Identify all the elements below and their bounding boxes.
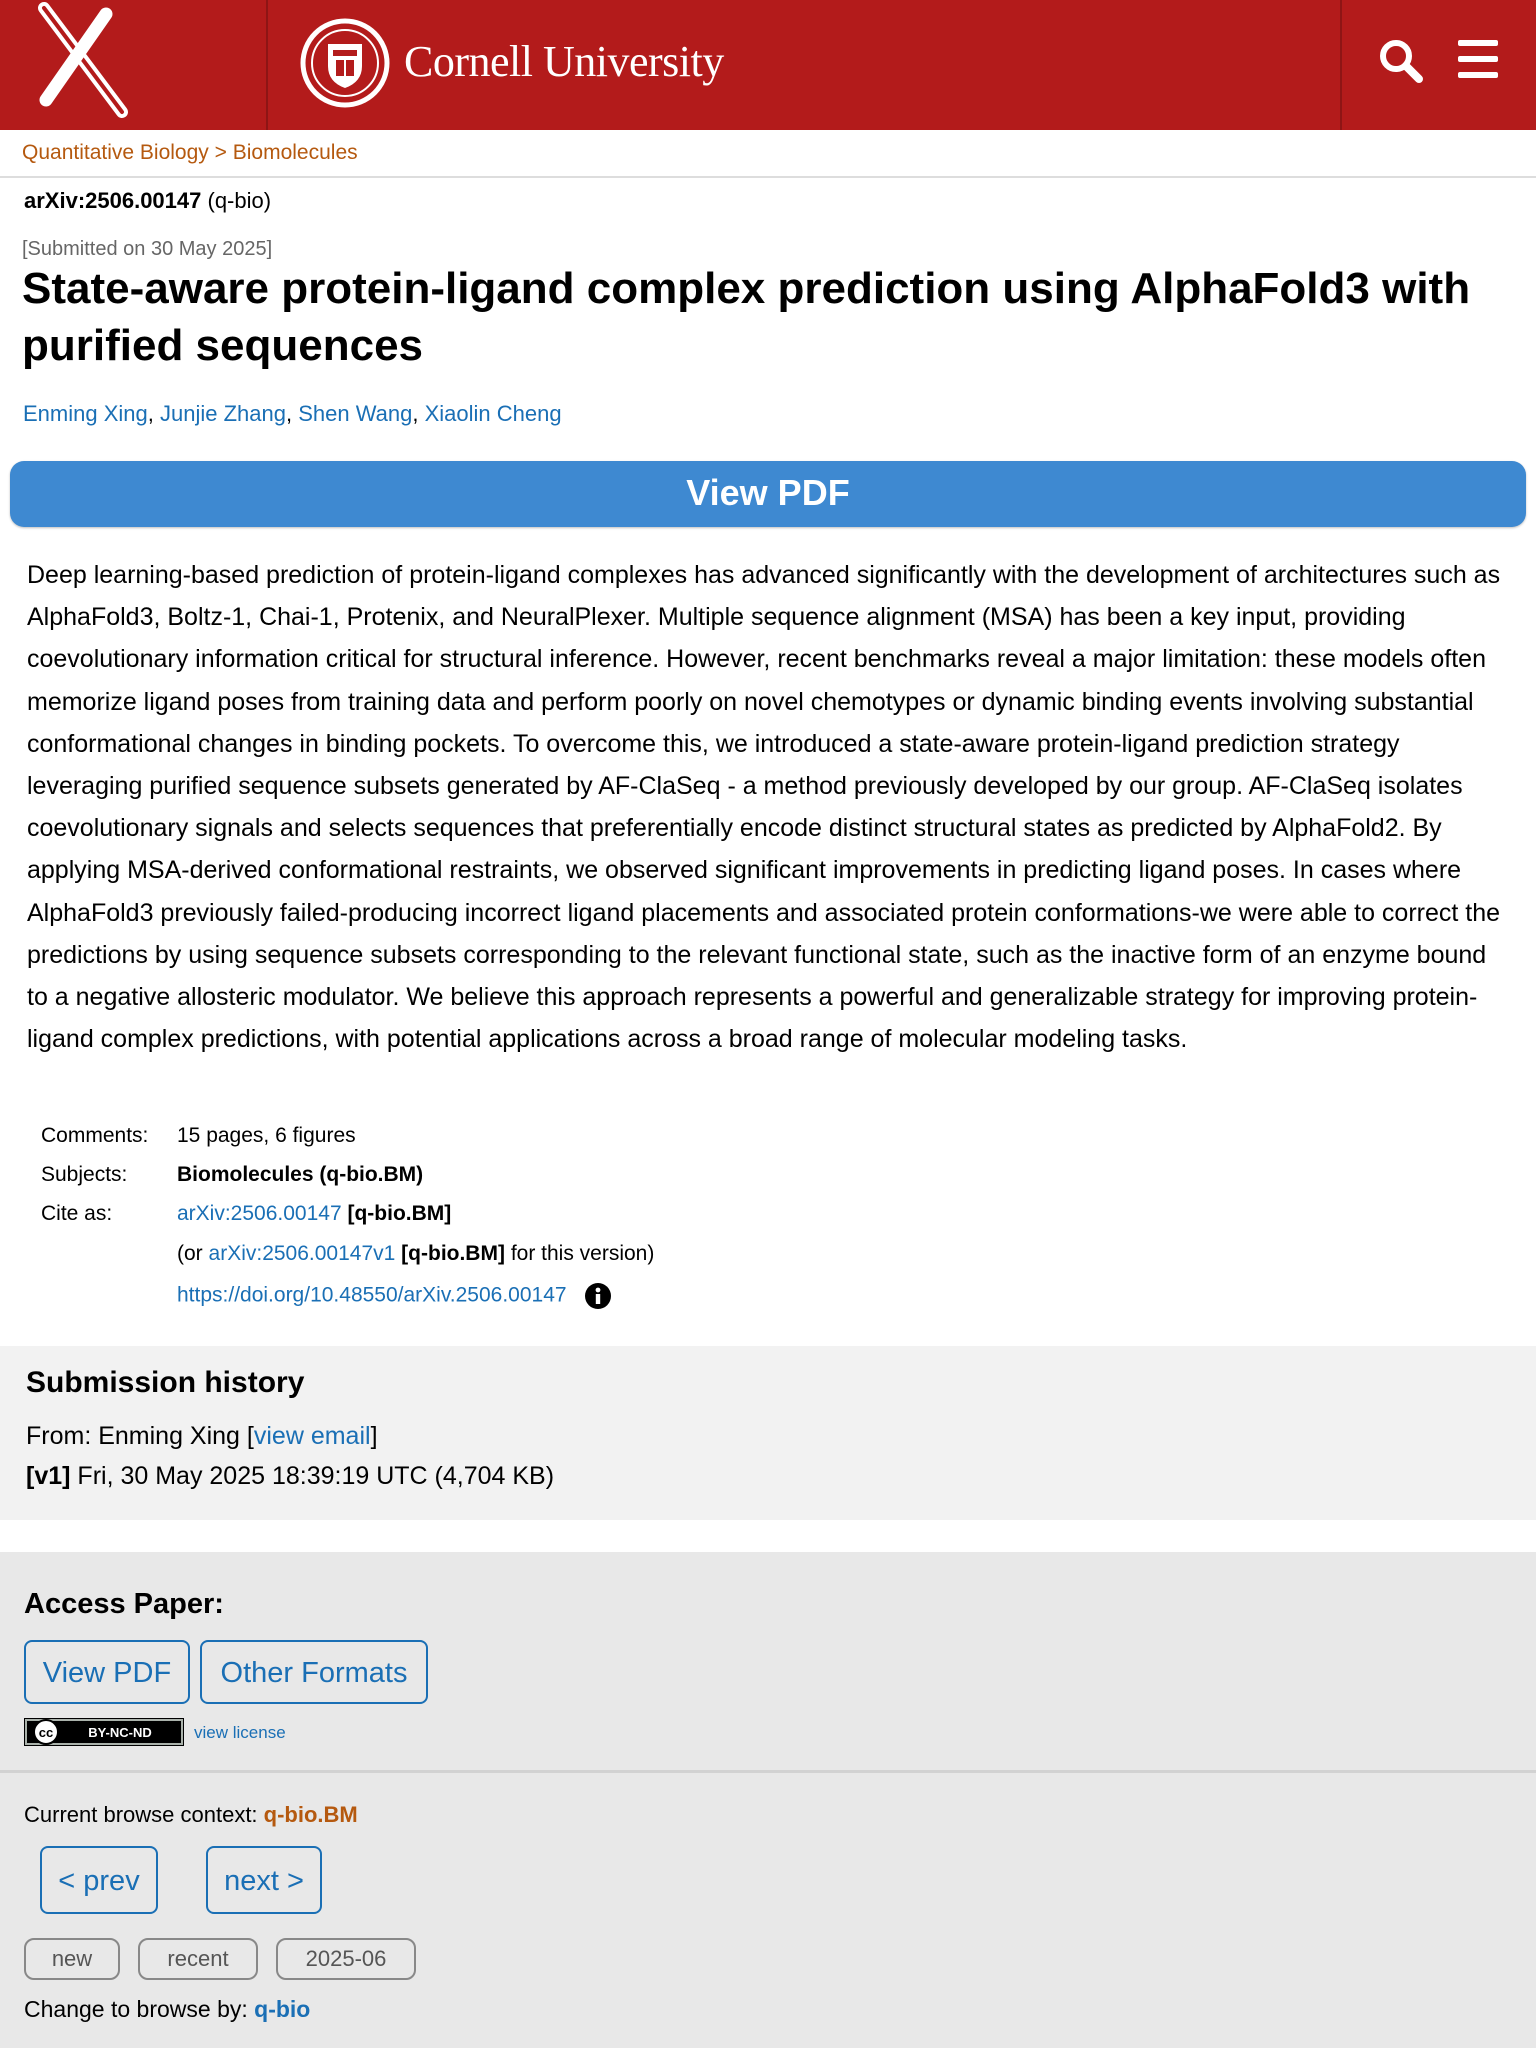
comments-label: Comments: — [41, 1124, 149, 1147]
browse-month-button[interactable]: 2025-06 — [276, 1938, 416, 1980]
breadcrumb-subcategory[interactable]: Biomolecules — [232, 141, 358, 164]
university-name: Cornell University — [404, 37, 724, 86]
cite-category: [q-bio.BM] — [347, 1202, 452, 1225]
from-suffix: ] — [370, 1422, 378, 1450]
history-heading: Submission history — [26, 1366, 305, 1399]
arxiv-identifier — [24, 188, 271, 214]
change-label: Change to browse by: — [24, 1996, 248, 2022]
author-link[interactable]: Xiaolin Cheng — [424, 401, 562, 426]
version-prefix: (or — [177, 1242, 203, 1265]
context-label: Current browse context: — [24, 1802, 258, 1827]
version-value — [177, 1242, 654, 1266]
access-paper-panel — [0, 1552, 1536, 2048]
version-details: Fri, 30 May 2025 18:39:19 UTC (4,704 KB) — [77, 1462, 555, 1490]
author-list — [23, 401, 562, 427]
submission-date: [Submitted on 30 May 2025] — [22, 238, 273, 260]
history-from — [26, 1422, 378, 1451]
version-label[interactable]: [v1] — [26, 1462, 71, 1490]
author-link[interactable]: Junjie Zhang — [159, 401, 286, 426]
cc-license-badge[interactable] — [24, 1718, 184, 1746]
paper-title: State-aware protein-ligand complex prediction using AlphaFold3 with purified sequences — [22, 264, 1471, 370]
cite-label: Cite as: — [41, 1202, 113, 1225]
author-separator: , — [412, 401, 425, 426]
prev-button[interactable]: < prev — [40, 1846, 158, 1914]
context-value[interactable]: q-bio.BM — [263, 1802, 358, 1827]
doi-value — [177, 1282, 612, 1310]
access-divider — [0, 1770, 1536, 1773]
browse-recent-button[interactable]: recent — [138, 1938, 258, 1980]
menu-icon[interactable] — [1456, 38, 1500, 80]
browse-new-button[interactable]: new — [24, 1938, 120, 1980]
arxiv-logo[interactable] — [0, 0, 268, 130]
author-separator: , — [285, 401, 299, 426]
author-link[interactable]: Enming Xing — [23, 401, 148, 426]
arxiv-x-icon — [30, 0, 170, 130]
search-icon[interactable] — [1378, 38, 1424, 84]
version-category: [q-bio.BM] — [401, 1242, 505, 1265]
cornell-seal-icon — [300, 18, 390, 108]
access-heading: Access Paper: — [24, 1588, 224, 1620]
version-suffix: for this version) — [510, 1242, 655, 1265]
view-pdf-button[interactable]: View PDF — [10, 461, 1526, 527]
cite-link[interactable]: arXiv:2506.00147 — [177, 1202, 342, 1225]
comments-value: 15 pages, 6 figures — [177, 1124, 356, 1147]
breadcrumb-separator: > — [214, 141, 227, 164]
abstract: Deep learning-based prediction of protein-ligand complexes has advanced significantly with the development of architectures such as AlphaFold3, Boltz-1, Chai-1, Protenix, and NeuralPlexer. Multiple sequence alignment (MSA) has been a key input, providing coevolutionary information critical for structural inference. However, recent benchmarks reveal a major limitation: these models often memorize ligand poses from training data and perform poorly on novel chemotypes or dynamic binding events involving substantial conformational changes in binding pockets. To overcome this, we introduced a state-aware protein-ligand prediction strategy leveraging purified sequence subsets generated by AF-ClaSeq - a method previously developed by our group. AF-ClaSeq isolates coevolutionary signals and selects sequences that preferentially encode distinct structural states as predicted by AlphaFold2. By applying MSA-derived conformational restraints, we observed significant improvements in predicting ligand poses. In cases where AlphaFold3 previously failed-producing incorrect ligand placements and associated protein conformations-we were able to correct the predictions by using sequence subsets corresponding to the relevant functional state, such as the inactive form of an enzyme bound to a negative allosteric modulator. We believe this approach represents a powerful and generalizable strategy for improving protein-ligand complex predictions, with potential applications across a broad range of molecular modeling tasks. — [27, 561, 1501, 1054]
svg-text:cc: cc — [38, 1725, 54, 1740]
breadcrumb-divider — [0, 176, 1536, 178]
access-view-pdf-button[interactable]: View PDF — [24, 1640, 190, 1704]
version-link[interactable]: arXiv:2506.00147v1 — [208, 1242, 396, 1265]
author-separator: , — [147, 401, 160, 426]
from-prefix: From: Enming Xing [ — [26, 1422, 254, 1450]
history-version — [26, 1462, 554, 1491]
paper-id: arXiv:2506.00147 — [24, 188, 202, 213]
cornell-banner[interactable] — [268, 0, 1342, 130]
submission-history — [0, 1346, 1536, 1520]
change-value[interactable]: q-bio — [254, 1996, 311, 2022]
view-email-link[interactable]: view email — [253, 1422, 371, 1450]
paper-archive: (q-bio) — [207, 188, 272, 213]
author-link[interactable]: Shen Wang — [298, 401, 413, 426]
breadcrumb-category[interactable]: Quantitative Biology — [22, 141, 209, 164]
next-button[interactable]: next > — [206, 1846, 322, 1914]
section-gap — [0, 1520, 1536, 1552]
site-header — [0, 0, 1536, 130]
cc-badge-text: BY-NC-ND — [88, 1725, 152, 1740]
other-formats-button[interactable]: Other Formats — [200, 1640, 428, 1704]
cite-value — [177, 1202, 451, 1226]
subjects-label: Subjects: — [41, 1163, 128, 1186]
change-browse — [24, 1996, 310, 2023]
subjects-value: Biomolecules (q-bio.BM) — [177, 1163, 424, 1186]
doi-link[interactable]: https://doi.org/10.48550/arXiv.2506.00147 — [177, 1283, 567, 1307]
info-icon[interactable] — [584, 1282, 612, 1310]
browse-context — [24, 1802, 358, 1828]
view-license-link[interactable]: view license — [194, 1723, 286, 1742]
breadcrumb — [22, 141, 358, 165]
